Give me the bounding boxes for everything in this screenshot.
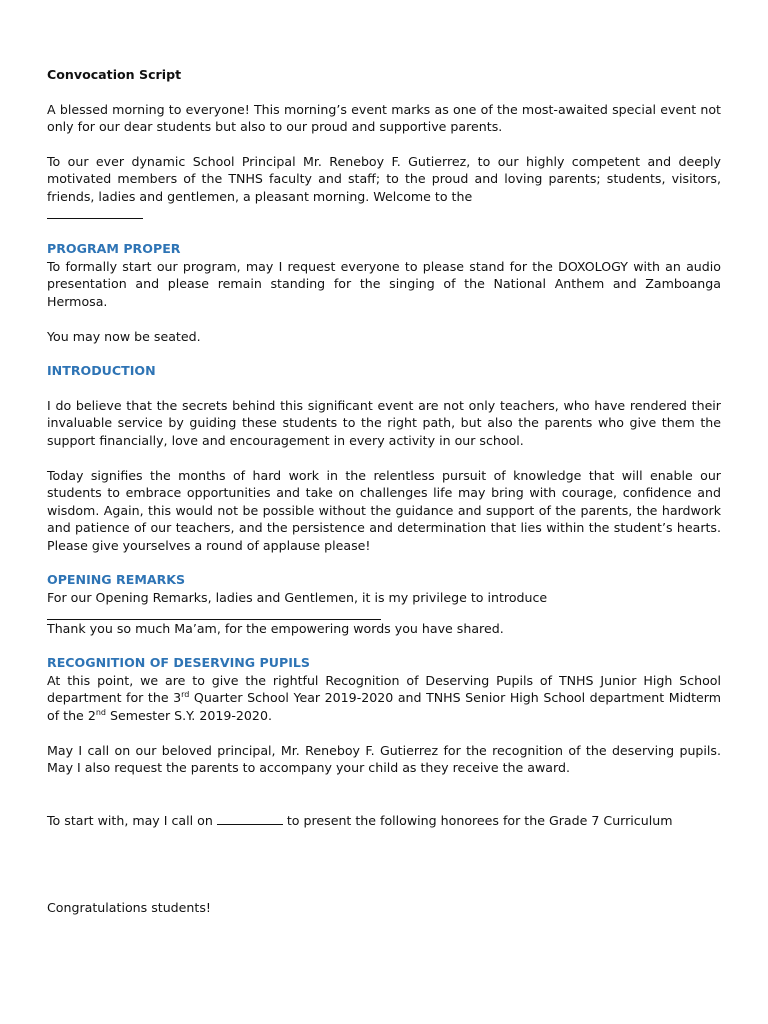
- opening-paragraph-2: Thank you so much Ma’am, for the empowering words you have shared.: [47, 620, 504, 636]
- program-proper-heading: PROGRAM PROPER: [47, 241, 181, 257]
- introduction-heading: INTRODUCTION: [47, 363, 156, 379]
- welcome-blank-line: [47, 206, 143, 219]
- recognition-text-a: At this point, we are to give the rightful Recognition of Deserving Pupils of TNHS Junior High School department for the 3: [47, 672, 721, 706]
- closing-line: Congratulations students!: [47, 900, 211, 916]
- recognition-text-c: Semester S.Y. 2019-2020.: [105, 708, 272, 724]
- recognition-text-b: Quarter School Year 2019-2020 and TNHS Senior High School department Midterm of the 2: [47, 690, 721, 724]
- intro-paragraph-2-text: To our ever dynamic School Principal Mr. Reneboy F. Gutierrez, to our highly competent and deeply motivated members of the TNHS faculty and staff; to the proud and loving parents; students, visitors, friends, ladies and gentlemen, a pleasant morning. Welcome to the: [47, 153, 721, 204]
- recognition-paragraph-1: [47, 672, 721, 725]
- program-paragraph-1: To formally start our program, may I request everyone to please stand for the DOXOLOGY with an audio presentation and please remain standing for the singing of the National Anthem and Zamboanga Hermosa.: [47, 258, 721, 309]
- intro-paragraph-2: [47, 153, 721, 206]
- ordinal-rd: rd: [181, 690, 190, 700]
- program-paragraph-2: You may now be seated.: [47, 328, 201, 344]
- honorees-paragraph: [47, 812, 721, 830]
- opening-paragraph-1: For our Opening Remarks, ladies and Gentlemen, it is my privilege to introduce: [47, 590, 548, 606]
- document-title: Convocation Script: [47, 67, 182, 82]
- ordinal-nd: nd: [95, 707, 106, 717]
- presenter-blank-line: [217, 812, 283, 825]
- recognition-paragraph-2: May I call on our beloved principal, Mr. Reneboy F. Gutierrez for the recognition of the deserving pupils. May I also request the parents to accompany your child as they receive the award.: [47, 742, 721, 776]
- recognition-heading: RECOGNITION OF DESERVING PUPILS: [47, 655, 310, 671]
- introduction-paragraph-2: Today signifies the months of hard work in the relentless pursuit of knowledge that will enable our students to embrace opportunities and take on challenges life may bring with courage, confidence and wisdom. Again, this would not be possible without the guidance and support of the parents, the hardwork and patience of our teachers, and the persistence and determination that lies within the student’s hearts. Please give yourselves a round of applause please!: [47, 467, 721, 553]
- honorees-text-b: to present the following honorees for the Grade 7 Curriculum: [286, 812, 673, 828]
- speaker-blank-line: [47, 607, 381, 620]
- introduction-paragraph-1: I do believe that the secrets behind this significant event are not only teachers, who have rendered their invaluable service by guiding these students to the right path, but also the parents who give them the support financially, love and encouragement in every activity in our school.: [47, 397, 721, 448]
- opening-remarks-heading: OPENING REMARKS: [47, 572, 186, 588]
- intro-paragraph-1: A blessed morning to everyone! This morning’s event marks as one of the most-awaited special event not only for our dear students but also to our proud and supportive parents.: [47, 101, 721, 135]
- honorees-text-a: To start with, may I call on: [47, 812, 213, 828]
